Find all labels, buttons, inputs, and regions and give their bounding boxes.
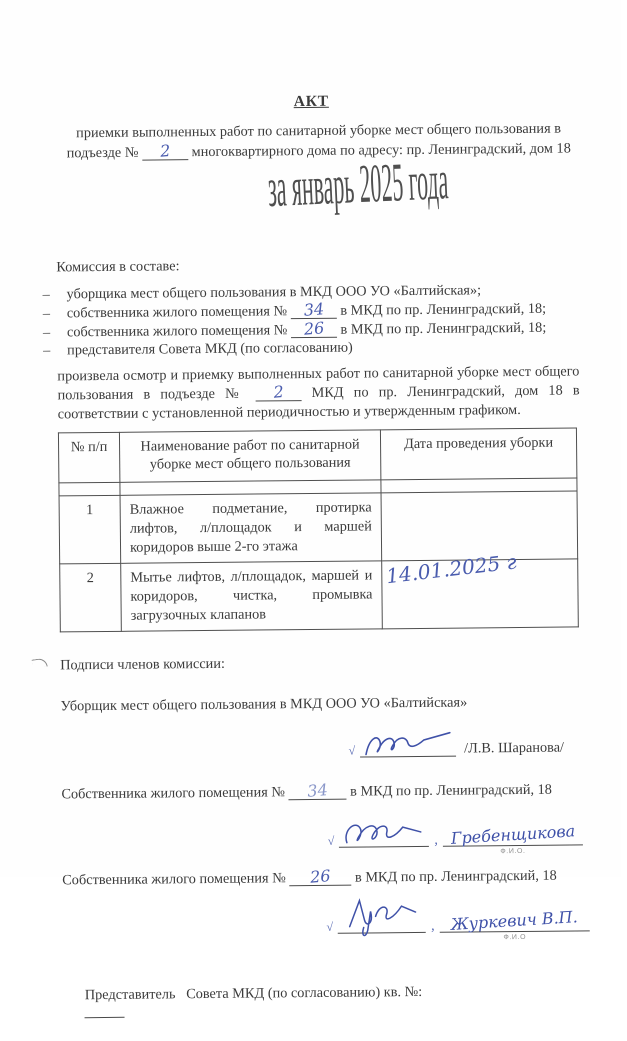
owner1-number-blank	[288, 780, 346, 801]
fio-label: Ф.И.О.	[500, 848, 526, 856]
table-header-row	[58, 428, 576, 483]
owner2-signature-row	[63, 907, 590, 942]
intro-text-before: приемки выполненных работ по санитарной уборке мест общего пользования в подъезде №	[66, 120, 562, 161]
dash-marker: –	[42, 324, 51, 341]
commission-member-text: уборщика мест общего пользования в МКД ООО УО «Балтийская»;	[66, 282, 482, 303]
cleaner-signature-row	[61, 738, 564, 761]
member-suffix: в МКД по пр. Ленинградский, 18;	[340, 300, 547, 319]
handwritten-cleaning-date: 14.01.2025 г	[384, 549, 518, 589]
handwritten-entrance-number-2: 2	[272, 382, 285, 402]
works-table	[58, 428, 579, 633]
signature-line	[339, 829, 429, 848]
signatures-heading-text: Подписи членов комиссии:	[60, 656, 226, 674]
cleaning-date-cell	[382, 549, 579, 629]
handwritten-apartment-number: 34	[302, 298, 325, 320]
owner2-number-blank	[289, 866, 351, 887]
pen-comma: ,	[434, 831, 438, 849]
check-tick: √	[327, 833, 335, 849]
work-description: Мытье лифтов, л/площадок, маршей и коридоров, чистка, промывка загрузочных клапанов	[121, 561, 383, 632]
intro-text-after: многоквартирного дома по адресу: пр. Ленинградский, дом 18	[191, 139, 571, 160]
dash-marker: –	[42, 305, 51, 322]
month-stamp: за январь 2025 года	[266, 151, 450, 220]
header-work-name: Наименование работ по санитарной уборке мест общего пользования	[119, 430, 380, 483]
member-suffix: в МКД по пр. Ленинградский, 18;	[340, 319, 547, 338]
handwritten-apartment-number: 26	[302, 317, 325, 339]
signature-squiggle-owner2	[340, 896, 424, 937]
cleaner-signature-label: Уборщик мест общего пользования в МКД ООО УО «Балтийская»	[60, 694, 468, 715]
fio-line	[443, 821, 583, 856]
owner2-label	[62, 868, 589, 890]
stamp-container	[55, 151, 582, 223]
dash-marker: –	[43, 342, 51, 359]
commission-list	[42, 280, 585, 360]
document-title: АКТ	[293, 92, 329, 111]
representative-apartment-blank	[85, 1004, 125, 1018]
row-number: 2	[60, 564, 122, 633]
apartment-number-blank	[291, 298, 337, 320]
body-text-before: произвела осмотр и приемку выполненных работ по санитарной уборке мест общего пользования в подъезде №	[57, 363, 580, 404]
check-tick: √	[326, 919, 334, 935]
owner2-suffix: в МКД по пр. Ленинградский, 18	[354, 867, 557, 886]
signature-squiggle-cleaner	[362, 730, 454, 761]
owner2-prefix: Собственника жилого помещения №	[62, 870, 286, 889]
entrance-number-blank-2	[255, 382, 301, 402]
signatures-heading	[60, 653, 587, 675]
cleaning-date-cell	[381, 491, 578, 561]
representative-text: Представитель Совета МКД (по согласованию) кв. №:	[84, 984, 423, 1004]
table-row	[60, 559, 579, 632]
commission-heading: Комиссия в составе:	[56, 258, 180, 276]
owner1-label	[61, 782, 588, 804]
owner1-suffix: в МКД по пр. Ленинградский, 18	[350, 781, 552, 800]
fio-line	[440, 907, 590, 942]
pen-comma: ,	[431, 918, 435, 935]
owner2-handwritten-number: 26	[309, 866, 332, 887]
signature-squiggle-owner1	[341, 818, 427, 851]
signature-line	[338, 915, 426, 934]
header-number: № п/п	[58, 433, 119, 484]
body-paragraph	[57, 363, 580, 425]
work-description: Влажное подметание, протирка лифтов, л/площадок и маршей коридоров выше 2-го этажа	[120, 493, 382, 564]
entrance-number-blank	[142, 140, 188, 161]
representative-line	[63, 966, 591, 1041]
fio-label: Ф.И.О	[503, 934, 527, 942]
pen-mark	[32, 658, 48, 669]
owner1-handwritten-name: Гребенщикова	[450, 821, 576, 849]
owner1-handwritten-number: 34	[306, 780, 329, 801]
apartment-number-blank	[291, 317, 337, 339]
member-prefix: собственника жилого помещения №	[66, 303, 288, 322]
header-date: Дата проведения уборки	[380, 428, 576, 480]
row-number: 1	[59, 496, 121, 565]
body-text-after: МКД по пр. Ленинградский, дом 18 в соответствии с установленной периодичностью и утвержденным графиком.	[57, 382, 580, 423]
list-item	[43, 337, 584, 361]
handwritten-entrance-number: 2	[159, 140, 171, 161]
signature-line	[360, 739, 456, 758]
dash-marker: –	[42, 286, 50, 303]
check-tick: √	[348, 743, 356, 758]
spacer-cell	[59, 483, 120, 497]
cleaner-printed-name: /Л.В. Шаранова/	[464, 739, 565, 757]
member-prefix: собственника жилого помещения №	[66, 321, 288, 340]
owner1-signature-row	[62, 821, 583, 856]
owner1-prefix: Собственника жилого помещения №	[61, 784, 286, 803]
owner2-handwritten-name: Журкевич В.П.	[450, 907, 579, 935]
commission-member-text: представителя Совета МКД (по согласованию)	[67, 339, 353, 359]
